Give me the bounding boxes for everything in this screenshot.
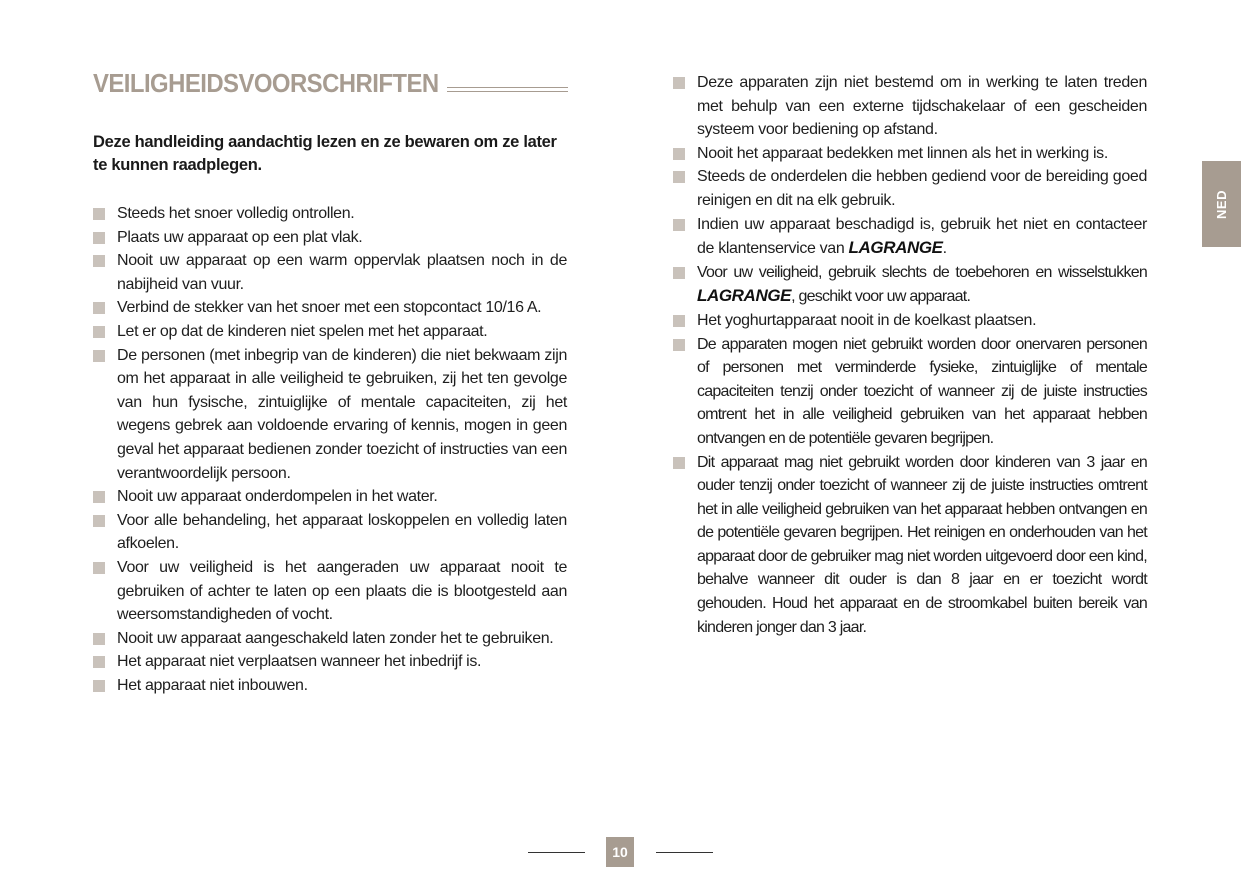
list-item: Nooit het apparaat bedekken met linnen als het in werking is. [673,142,1147,166]
square-bullet-icon [673,339,685,351]
list-item: Deze apparaten zijn niet bestemd om in werking te laten treden met behulp van een externe tijdschakelaar of een gescheiden systeem voor bediening op afstand. [673,71,1147,142]
square-bullet-icon [673,219,685,231]
list-item: Nooit uw apparaat aangeschakeld laten zonder het te gebruiken. [93,627,567,651]
title-rule [447,87,568,92]
square-bullet-icon [673,148,685,160]
list-item: De apparaten mogen niet gebruikt worden door onervaren personen of personen met verminderde fysieke, zintuiglijke of mentale capaciteiten tenzij onder toezicht of wanneer zij de juiste instructies omtrent het in alle veiligheid gebruiken van het apparaat hebben ontvangen en de potentiële gevaren begrijpen. [673,333,1147,451]
list-item: Verbind de stekker van het snoer met een stopcontact 10/16 A. [93,296,567,320]
brand-name: LAGRANGE [697,286,792,306]
list-item: Plaats uw apparaat op een plat vlak. [93,226,567,250]
footer-rule-right [656,852,713,853]
square-bullet-icon [673,457,685,469]
page-number: 10 [606,837,634,867]
footer-rule-left [528,852,585,853]
list-item: Steeds het snoer volledig ontrollen. [93,202,567,226]
list-item: Voor alle behandeling, het apparaat loskoppelen en volledig laten afkoelen. [93,509,567,556]
list-item: Indien uw apparaat beschadigd is, gebruik het niet en contacteer de klantenservice van LAGRANGE. [673,213,1147,261]
square-bullet-icon [93,680,105,692]
square-bullet-icon [93,656,105,668]
list-item: Voor uw veiligheid, gebruik slechts de toebehoren en wisselstukken LAGRANGE, geschikt voor uw apparaat. [673,261,1147,309]
list-item: Het yoghurtapparaat nooit in de koelkast plaatsen. [673,309,1147,333]
square-bullet-icon [673,267,685,279]
page-title: VEILIGHEIDSVOORSCHRIFTEN [93,68,439,98]
list-item: Voor uw veiligheid is het aangeraden uw apparaat nooit te gebruiken of achter te laten op een plaats die is blootgesteld aan weersomstandigheden of vocht. [93,556,567,627]
list-item: Nooit uw apparaat op een warm oppervlak plaatsen noch in de nabijheid van vuur. [93,249,567,296]
list-item: Het apparaat niet inbouwen. [93,674,567,698]
square-bullet-icon [93,302,105,314]
square-bullet-icon [673,77,685,89]
list-item: Het apparaat niet verplaatsen wanneer het inbedrijf is. [93,650,567,674]
list-item: Let er op dat de kinderen niet spelen met het apparaat. [93,320,567,344]
square-bullet-icon [93,515,105,527]
square-bullet-icon [93,255,105,267]
square-bullet-icon [93,232,105,244]
list-item: Nooit uw apparaat onderdompelen in het water. [93,485,567,509]
square-bullet-icon [93,350,105,362]
safety-list-left [93,202,567,697]
language-tab: NED [1202,161,1241,247]
brand-name: LAGRANGE [848,238,943,258]
square-bullet-icon [93,562,105,574]
square-bullet-icon [673,171,685,183]
square-bullet-icon [93,633,105,645]
list-item: Steeds de onderdelen die hebben gediend voor de bereiding goed reinigen en dit na elk gebruik. [673,165,1147,212]
square-bullet-icon [93,491,105,503]
square-bullet-icon [93,208,105,220]
list-item: Dit apparaat mag niet gebruikt worden door kinderen van 3 jaar en ouder tenzij onder toezicht of wanneer zij de juiste instructies omtrent het in alle veiligheid gebruiken van het apparaat hebben ontvangen en de potentiële gevaren begrijpen. Het reinigen en onderhouden van het apparaat door de gebruiker mag niet worden uitgevoerd door een kind, behalve wanneer dit ouder is dan 8 jaar en er toezicht wordt gehouden. Houd het apparaat en de stroomkabel buiten bereik van kinderen jonger dan 3 jaar. [673,451,1147,640]
square-bullet-icon [93,326,105,338]
section-heading [93,68,568,98]
safety-list-right [673,71,1147,639]
square-bullet-icon [673,315,685,327]
intro-text: Deze handleiding aandachtig lezen en ze bewaren om ze later te kunnen raadplegen. [93,133,557,174]
list-item: De personen (met inbegrip van de kinderen) die niet bekwaam zijn om het apparaat in alle veiligheid te gebruiken, zij het ten gevolge van hun fysische, zintuiglijke of mentale capaciteiten, zij het wegens gebrek aan voldoende ervaring of kennis, mogen in geen geval het apparaat bedienen zonder toezicht of instructies van een verantwoordelijk persoon. [93,344,567,486]
